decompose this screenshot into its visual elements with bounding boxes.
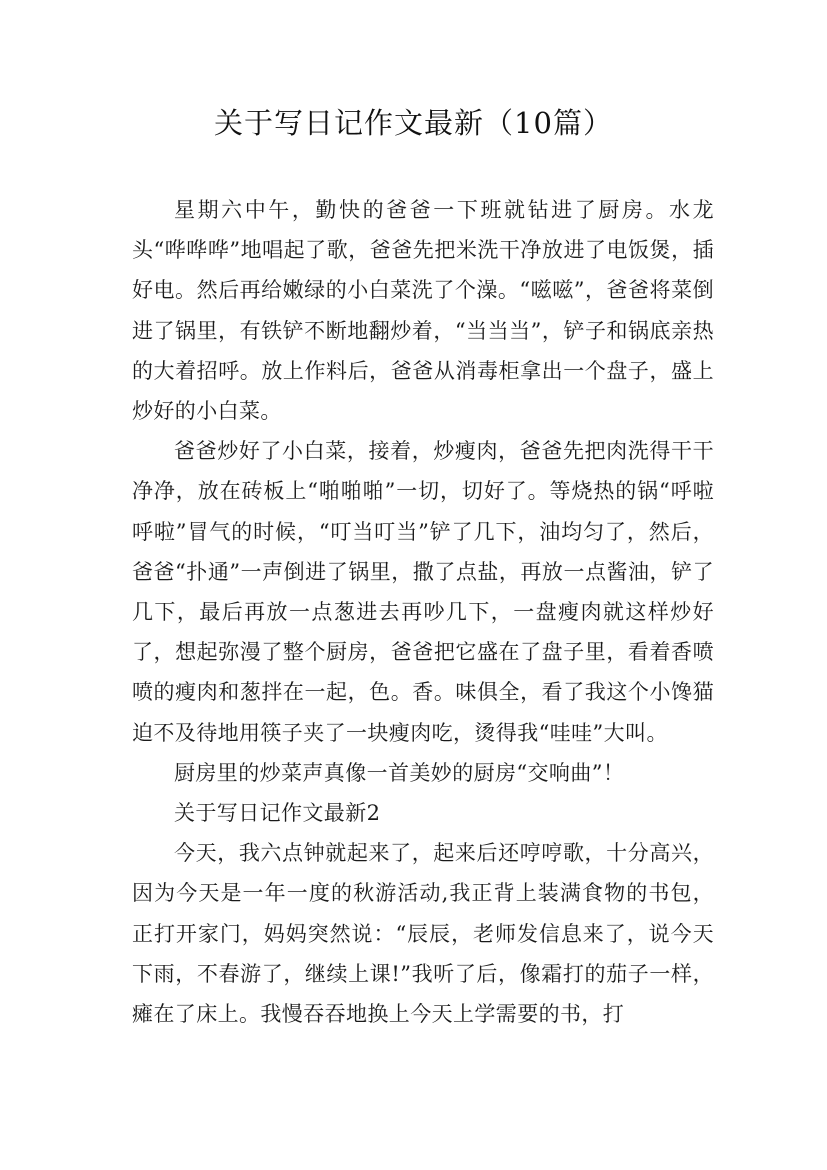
paragraph: 星期六中午，勤快的爸爸一下班就钻进了厨房。水龙头“哗哗哗”地唱起了歌，爸爸先把米洗干净放进了电饭煲，插好电。然后再给嫩绿的小白菜洗了个澡。“嗞嗞”，爸爸将菜倒进了锅里，有铁铲不断地翻炒着，“当当当”，铲子和锅底亲热的大着招呼。放上作料后，爸爸从消毒柜拿出一个盘子，盛上炒好的小白菜。: [132, 198, 714, 424]
section-heading: 关于写日记作文最新2: [174, 801, 381, 826]
paragraph: 厨房里的炒菜声真像一首美妙的厨房“交响曲”！: [174, 760, 625, 785]
paragraph: 爸爸炒好了小白菜，接着，炒瘦肉，爸爸先把肉洗得干干净净，放在砖板上“啪啪啪”一切，切好了。等烧热的锅“呼啦呼啦”冒气的时候，“叮当叮当”铲了几下，油均匀了，然后，爸爸“扑通”一声倒进了锅里，撒了点盐，再放一点酱油，铲了几下，最后再放一点葱进去再吵几下，一盘瘦肉就这样炒好了，想起弥漫了整个厨房，爸爸把它盛在了盘子里，看着香喷喷的瘦肉和葱拌在一起，色。香。味俱全，看了我这个小馋猫迫不及待地用筷子夹了一块瘦肉吃，烫得我“哇哇”大叫。: [132, 439, 714, 745]
paragraph: 今天，我六点钟就起来了，起来后还哼哼歌，十分高兴，因为今天是一年一度的秋游活动,我正背上装满食物的书包，正打开家门，妈妈突然说：“辰辰，老师发信息来了，说今天下雨，不春游了，继续上课!”我听了后，像霜打的茄子一样，瘫在了床上。我慢吞吞地换上今天上学需要的书，打: [132, 841, 714, 1027]
document-title: 关于写日记作文最新（10篇）: [214, 106, 613, 140]
document-body: [132, 190, 714, 1034]
